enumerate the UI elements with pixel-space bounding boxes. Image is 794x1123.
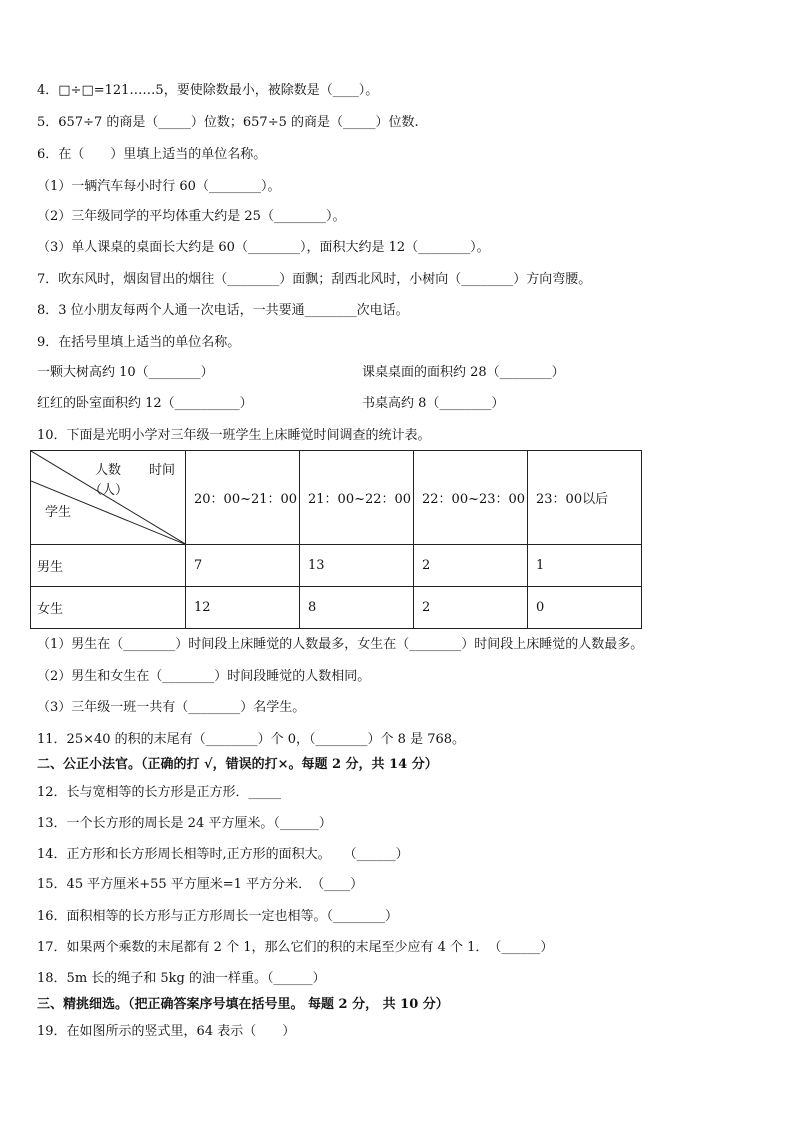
q9-c: 红红的卧室面积约 12（__________） — [37, 396, 253, 411]
q10: 10．下面是光明小学对三年级一班学生上床睡觉时间调查的统计表。 — [37, 428, 431, 443]
cell: 1 — [528, 545, 642, 587]
col-header-3: 22：00~23：00 — [414, 451, 528, 545]
sleep-time-table — [30, 450, 642, 629]
q9-b: 课桌桌面的面积约 28（________） — [362, 365, 565, 380]
q6-3: （3）单人课桌的桌面长大约是 60（________），面积大约是 12（________）。 — [37, 240, 490, 255]
q9-d: 书桌高约 8（________） — [362, 396, 505, 411]
cell: 12 — [186, 587, 300, 629]
q10-1: （1）男生在（________）时间段上床睡觉的人数最多，女生在（________）时间段上床睡觉的人数最多。 — [37, 637, 644, 652]
q14: 14．正方形和长方形周长相等时,正方形的面积大。 （______） — [37, 847, 409, 862]
col-header-4: 23：00以后 — [528, 451, 642, 545]
header-people-unit: （人） — [89, 483, 129, 498]
q12: 12．长与宽相等的长方形是正方形．_____ — [37, 785, 282, 800]
q9-a: 一颗大树高约 10（________） — [37, 365, 214, 380]
q6: 6．在（ ）里填上适当的单位名称。 — [37, 147, 267, 162]
section-2-title: 二、公正小法官。（正确的打 √，错误的打×。每题 2 分，共 14 分） — [37, 757, 438, 772]
q9: 9．在括号里填上适当的单位名称。 — [37, 335, 241, 350]
table-diagonal-header — [31, 451, 186, 545]
cell: 8 — [300, 587, 414, 629]
q6-2: （2）三年级同学的平均体重大约是 25（________）。 — [37, 209, 346, 224]
section-3-title: 三、精挑细选。（把正确答案序号填在括号里。 每题 2 分， 共 10 分） — [37, 997, 449, 1012]
row-label: 女生 — [31, 587, 186, 629]
q18: 18．5m 长的绳子和 5kg 的油一样重。（______） — [37, 971, 326, 986]
q16: 16．面积相等的长方形与正方形周长一定也相等。（________） — [37, 909, 399, 924]
q5: 5．657÷7 的商是（_____）位数；657÷5 的商是（_____）位数. — [37, 115, 419, 130]
q11: 11．25×40 的积的末尾有（________）个 0，（________）个 8 是 768。 — [37, 732, 466, 747]
table-row-boys — [31, 545, 642, 587]
cell: 13 — [300, 545, 414, 587]
q4: 4．□÷□=121……5，要使除数最小，被除数是（____）。 — [37, 83, 379, 98]
header-people: 人数 — [95, 463, 122, 478]
q13: 13．一个长方形的周长是 24 平方厘米。（______） — [37, 816, 332, 831]
q6-1: （1）一辆汽车每小时行 60（________）。 — [37, 179, 281, 194]
header-student: 学生 — [45, 505, 72, 520]
table-row-girls — [31, 587, 642, 629]
cell: 0 — [528, 587, 642, 629]
q19: 19．在如图所示的竖式里，64 表示（ ） — [37, 1024, 296, 1039]
q7: 7．吹东风时，烟囱冒出的烟往（________）面飘；刮西北风时，小树向（________）方向弯腰。 — [37, 272, 592, 287]
cell: 7 — [186, 545, 300, 587]
q10-2: （2）男生和女生在（________）时间段睡觉的人数相同。 — [37, 669, 371, 684]
q17: 17．如果两个乘数的末尾都有 2 个 1，那么它们的积的末尾至少应有 4 个 1． （______） — [37, 940, 554, 955]
col-header-2: 21：00~22：00 — [300, 451, 414, 545]
header-time: 时间 — [149, 463, 176, 478]
cell: 2 — [414, 545, 528, 587]
q10-3: （3）三年级一班一共有（________）名学生。 — [37, 700, 306, 715]
col-header-1: 20：00~21：00 — [186, 451, 300, 545]
q15: 15．45 平方厘米+55 平方厘米=1 平方分米． （____） — [37, 877, 364, 892]
row-label: 男生 — [31, 545, 186, 587]
q8: 8．3 位小朋友每两个人通一次电话，一共要通________次电话。 — [37, 303, 409, 318]
cell: 2 — [414, 587, 528, 629]
